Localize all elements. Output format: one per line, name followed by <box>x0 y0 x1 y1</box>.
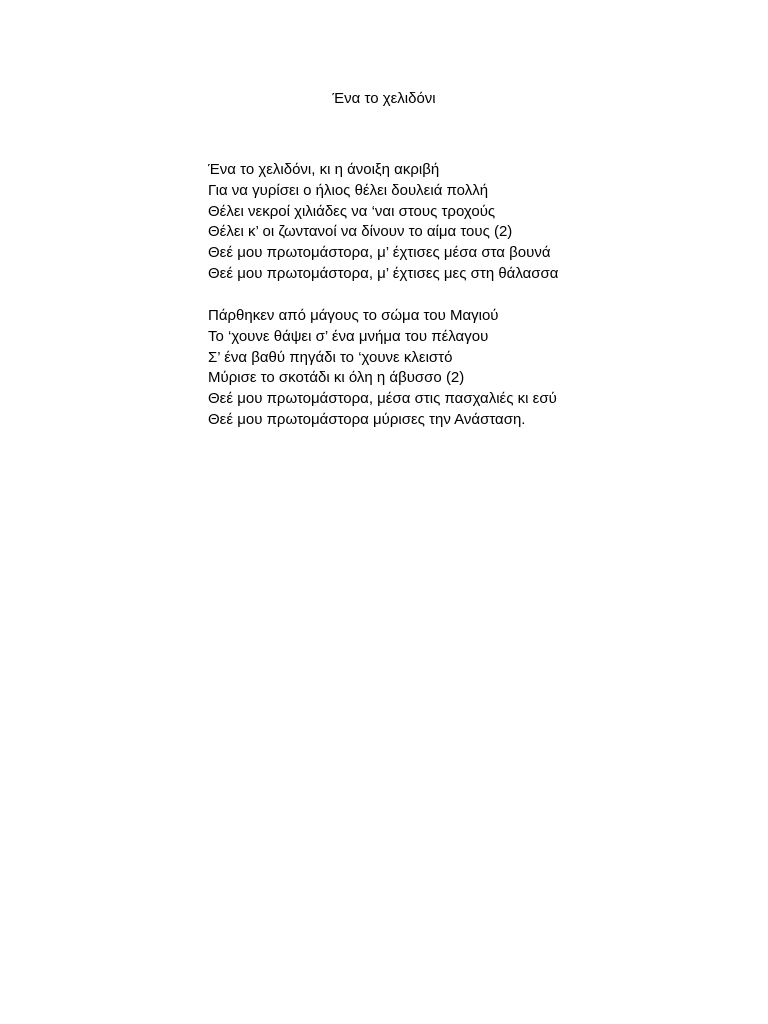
poem-line: Θεέ μου πρωτομάστορα, μ’ έχτισες μες στη θάλασσα <box>208 264 559 282</box>
poem-line: Θεέ μου πρωτομάστορα, μ’ έχτισες μέσα στα βουνά <box>208 244 551 262</box>
poem-line: Μύρισε το σκοτάδι κι όλη η άβυσσο (2) <box>208 369 465 387</box>
poem-line: Θεέ μου πρωτομάστορα, μέσα στις πασχαλιές κι εσύ <box>208 390 557 408</box>
poem-line: Σ’ ένα βαθύ πηγάδι το ‘χουνε κλειστό <box>208 348 453 366</box>
stanza-1 <box>208 160 748 285</box>
poem-line: Θεέ μου πρωτομάστορα μύρισες την Ανάσταση. <box>208 410 526 428</box>
poem-line: Ένα το χελιδόνι, κι η άνοιξη ακριβή <box>208 161 440 178</box>
poem-line: Πάρθηκεν από μάγους το σώμα του Μαγιού <box>208 307 499 324</box>
poem-title: Ένα το χελιδόνι <box>332 90 436 107</box>
poem-line: Για να γυρίσει ο ήλιος θέλει δουλειά πολλή <box>208 181 489 199</box>
stanza-2 <box>208 306 748 431</box>
poem-line: Θέλει κ’ οι ζωντανοί να δίνουν το αίμα τους (2) <box>208 223 513 241</box>
poem-line: Το ‘χουνε θάψει σ’ ένα μνήμα του πέλαγου <box>208 327 489 345</box>
poem-line: Θέλει νεκροί χιλιάδες να ‘ναι στους τροχούς <box>208 202 496 220</box>
